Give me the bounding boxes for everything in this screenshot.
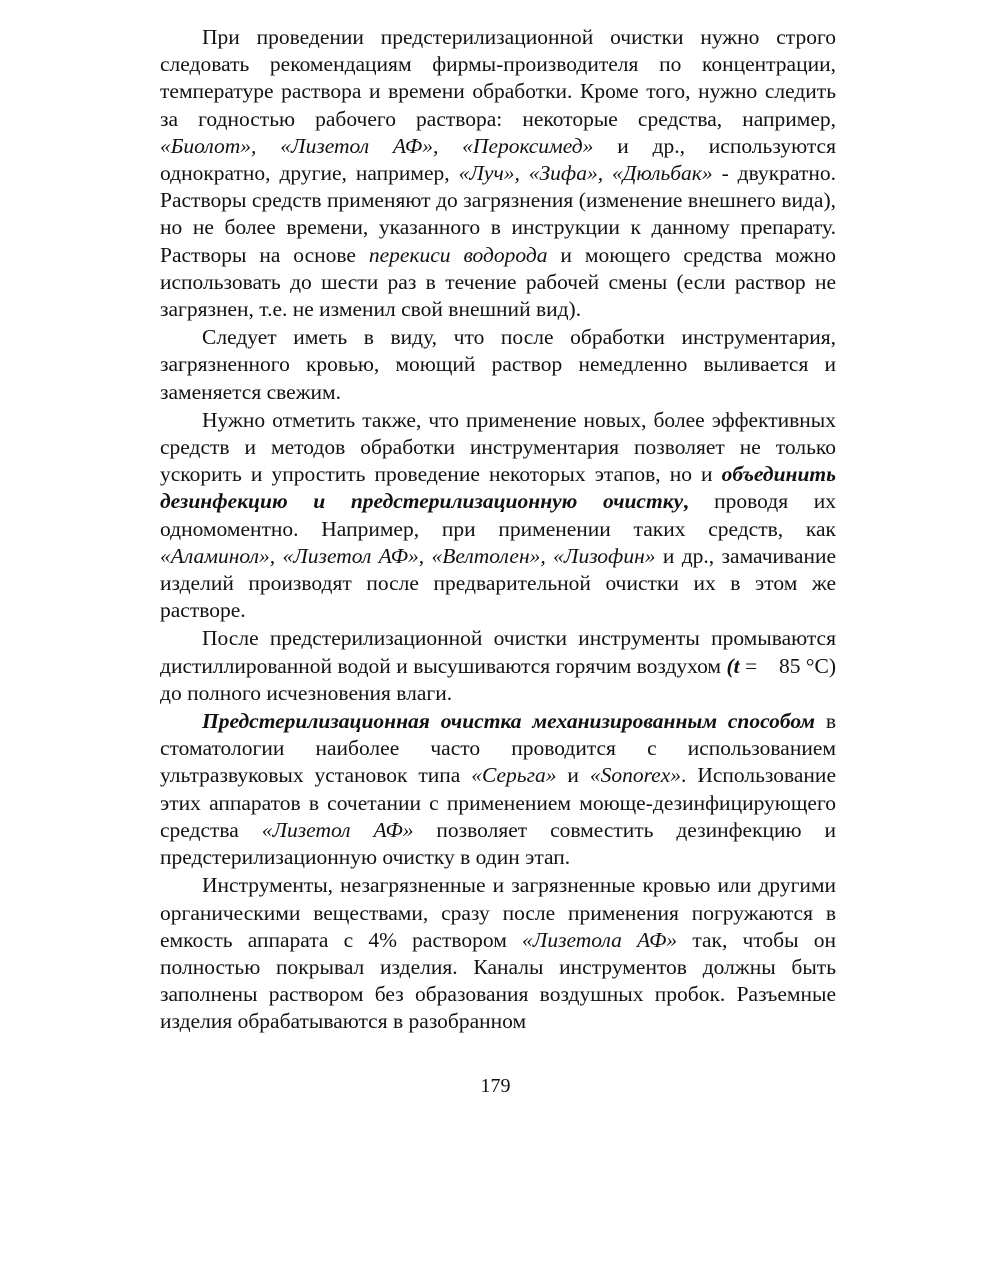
text-run: так, чтобы он полностью покрывал изделия. Каналы инструментов должны быть заполнены раствором без образования воздушных пробок. Разъемные изделия обрабатываются в разобранном	[160, 927, 836, 1034]
italic-run: перекиси водорода	[368, 242, 548, 267]
paragraph-2	[160, 324, 836, 406]
paragraph-5	[160, 708, 836, 871]
paragraph-6	[160, 872, 836, 1035]
italic-run: «Биолот», «Лизетол АФ», «Пероксимед»	[160, 133, 594, 158]
text-run: Инструменты, незагрязненные и загрязненные кровью или другими органическими веществами, сразу после применения погружаются в емкость аппарата с 4% раствором	[160, 873, 836, 952]
italic-run: «Лизетола АФ»	[522, 927, 678, 952]
text-run: После предстерилизационной очистки инструменты промываются дистиллированной водой и высушиваются горячим воздухом	[160, 626, 836, 678]
bold-italic-run: Предстерилизационная очистка механизированным способом	[202, 709, 815, 734]
text-run: и др., используются однократно, другие, например,	[160, 133, 836, 186]
text-run: ,	[683, 489, 689, 514]
italic-run: «Аламинол», «Лизетол АФ», «Велтолен», «Лизофин»	[160, 543, 656, 568]
italic-run: «Sonorex»	[589, 763, 682, 788]
text-run: и моющего средства можно использовать до шести раз в течение рабочей смены (если раствор не загрязнен, т.е. не изменил свой внешний вид).	[160, 242, 837, 322]
bold-italic-run: объединить дезинфекцию и предстерилизационную очистку	[160, 462, 836, 514]
paragraph-1	[160, 24, 836, 323]
text-run: проводя их одномоментно. Например, при применении таких средств, как	[160, 489, 836, 541]
page-body	[160, 24, 842, 1036]
bold-italic-run: (t	[726, 653, 740, 678]
text-run: Следует иметь в виду, что после обработки инструментария, загрязненного кровью, моющий раствор немедленно выливается и заменяется свежим.	[160, 325, 836, 404]
italic-run: «Лизетол АФ»	[261, 817, 414, 842]
text-run: в стоматологии наиболее часто проводится с использованием ультразвуковых установок типа	[160, 709, 836, 788]
italic-run: «Луч», «Зифа», «Дюльбак»	[458, 161, 713, 186]
text-run: При проведении предстерилизационной очистки нужно строго следовать рекомендациям фирмы-производителя по концентрации, температуре раствора и времени обработки. Кроме того, нужно следить за годностью рабочего раствора: некоторые средства, например,	[160, 25, 836, 131]
italic-run: «Серьга»	[471, 763, 557, 788]
paragraph-3	[160, 407, 836, 625]
text-run: позволяет совместить дезинфекцию и предстерилизационную очистку в один этап.	[160, 817, 837, 870]
text-run: . Использование этих аппаратов в сочетании с применением моюще-дезинфицирующего средства	[160, 763, 836, 842]
text-run: Нужно отметить также, что применение новых, более эффективных средств и методов обработки инструментария позволяет не только ускорить и упростить проведение некоторых этапов, но и	[160, 407, 836, 487]
text-run: - двукратно. Растворы средств применяют до загрязнения (изменение внешнего вида), но не более времени, указанного в инструкции к данному препарату. Растворы на основе	[160, 161, 836, 267]
text-run: = 85 °С) до полного исчезновения влаги.	[160, 653, 842, 705]
text-run: и др., замачивание изделий производят после предварительной очистки их в этом же растворе.	[160, 543, 837, 623]
page-number: 179	[480, 1075, 511, 1097]
text-run: и	[556, 763, 590, 788]
paragraph-4	[160, 625, 842, 707]
